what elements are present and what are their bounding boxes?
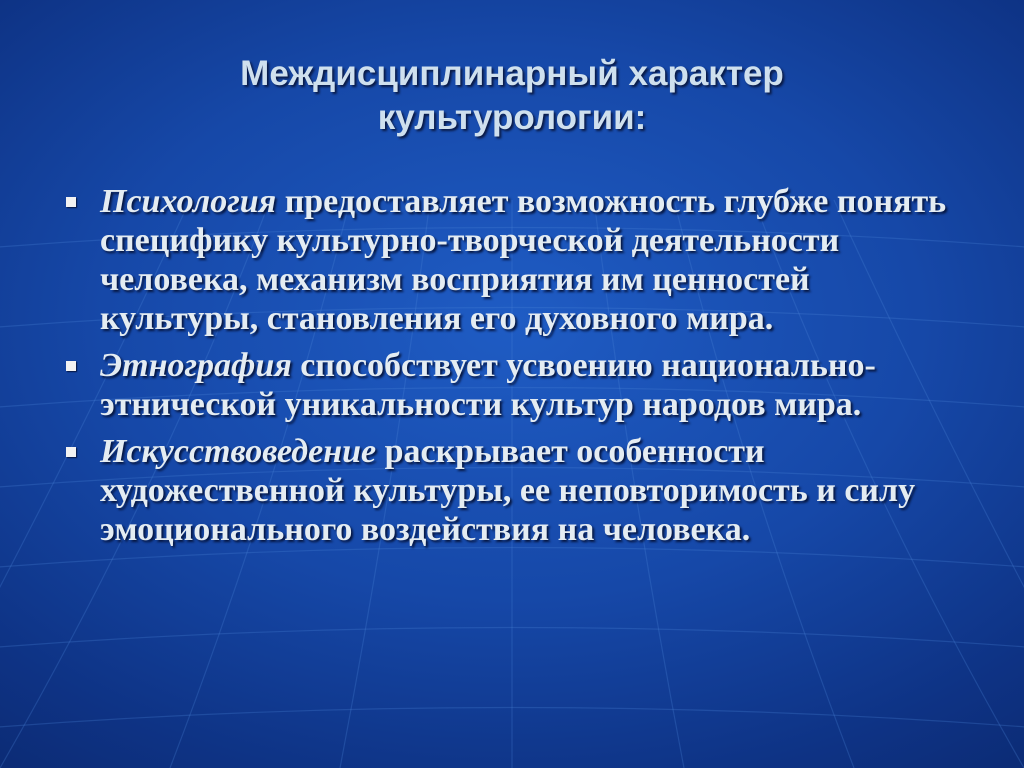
bullet-text: способствует усвоению национально-этнической уникальности культур народов мира. [100,347,876,423]
bullet-term: Психология [100,183,277,220]
square-bullet-icon [66,447,76,457]
bullet-list [58,182,958,557]
slide-title [0,52,1024,140]
bullet-item-art-history [58,432,958,549]
bullet-text: раскрывает особенности художественной культуры, ее неповторимость и силу эмоционального воздействия на человека. [100,433,916,548]
slide-title-line-1: Междисциплинарный характер [240,54,784,93]
slide-title-line-2: культурологии: [377,98,647,137]
square-bullet-icon [66,197,76,207]
bullet-term: Этнография [100,347,292,384]
bullet-term: Искусствоведение [100,433,377,470]
square-bullet-icon [66,361,76,371]
bullet-item-ethnography [58,346,958,424]
bullet-item-psychology [58,182,958,338]
bullet-text: предоставляет возможность глубже понять специфику культурно-творческой деятельности человека, механизм восприятия им ценностей культуры, становления его духовного мира. [100,183,947,337]
